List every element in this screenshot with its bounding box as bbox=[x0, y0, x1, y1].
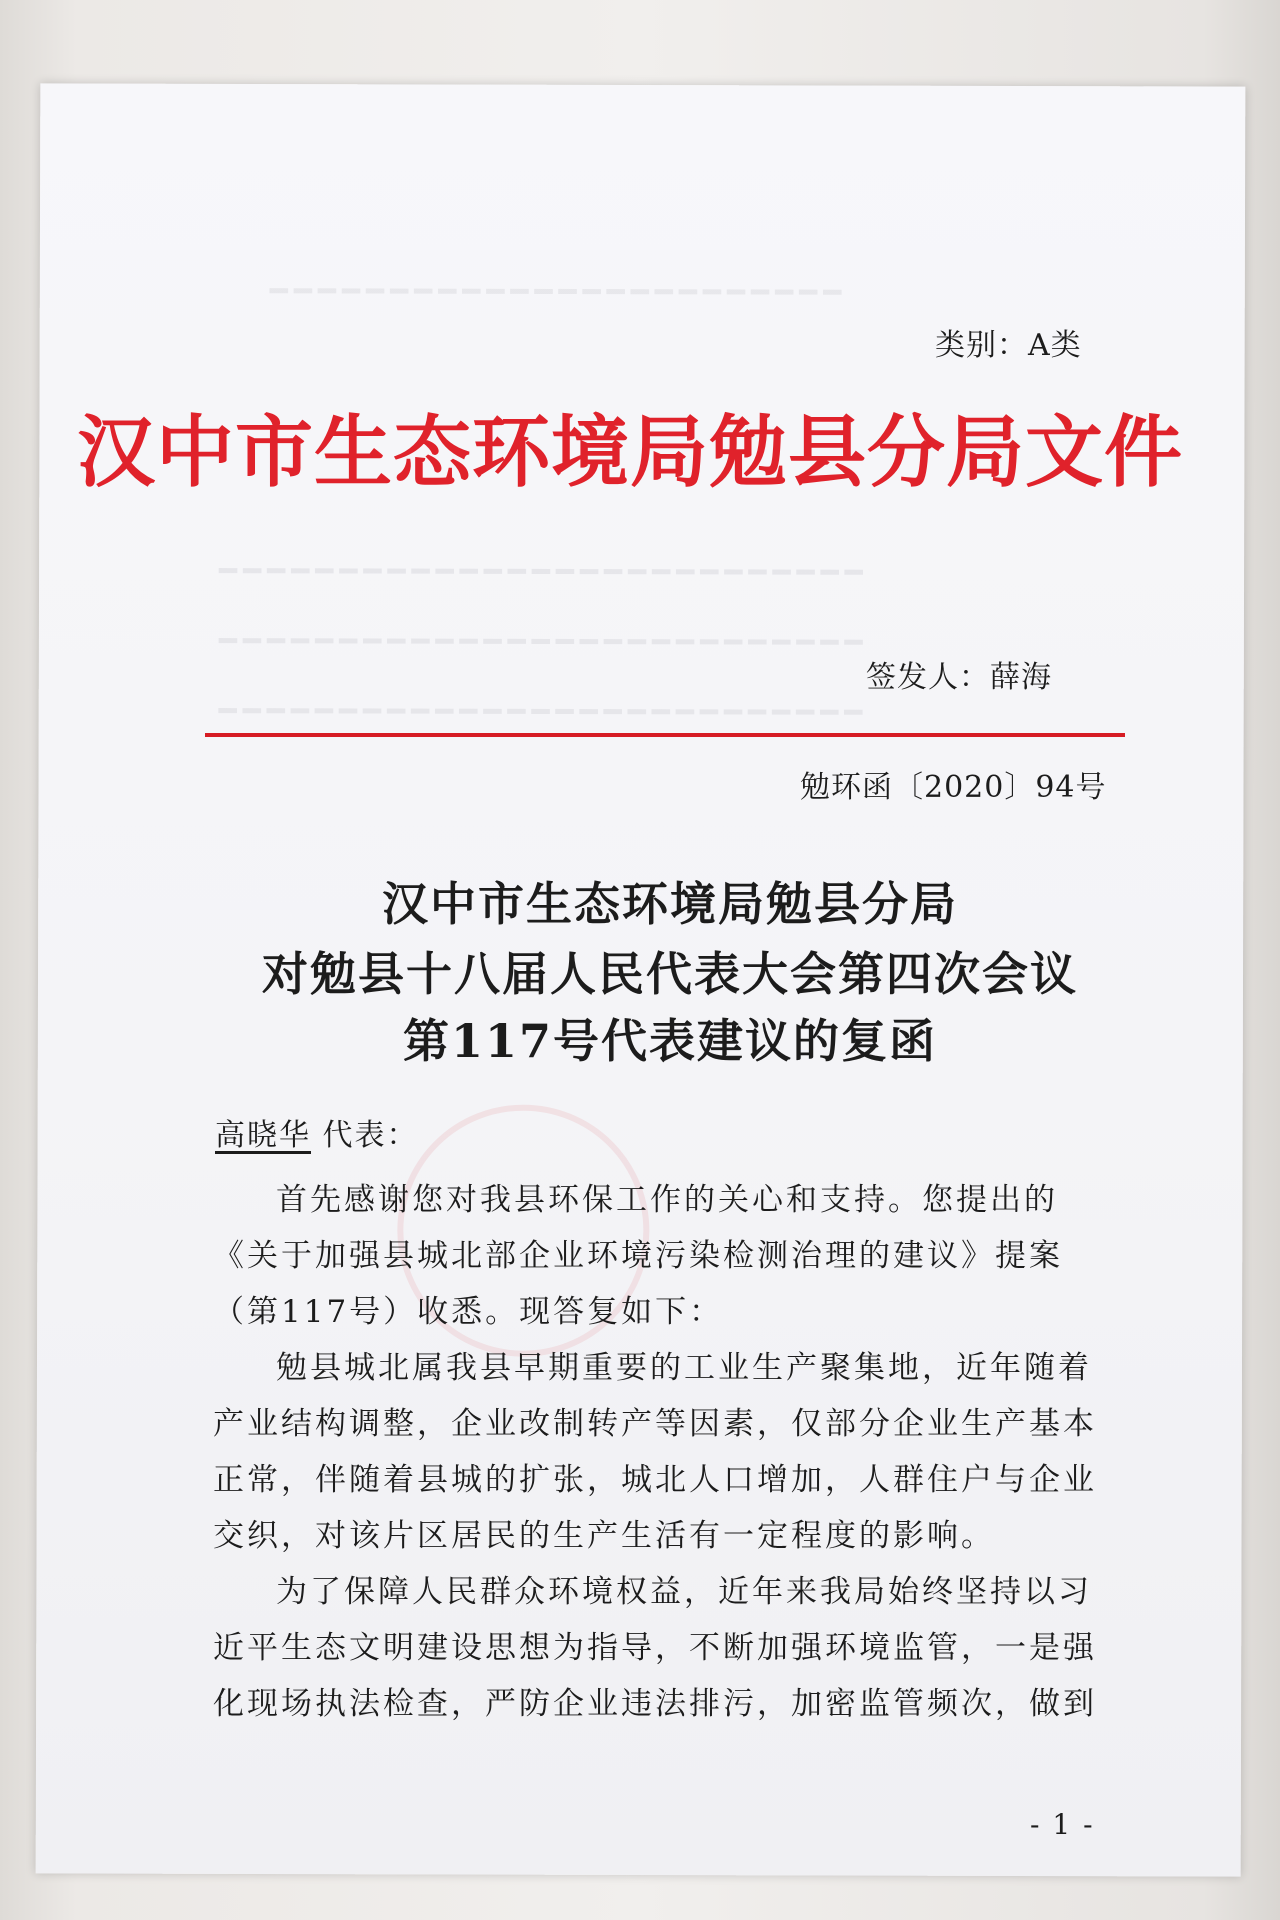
body-text-line: 交织，对该片区居民的生产生活有一定程度的影响。 bbox=[213, 1518, 995, 1554]
body-text-line: 为了保障人民群众环境权益，近年来我局始终坚持以习 bbox=[276, 1574, 1092, 1610]
body-text-line: 近平生态文明建设思想为指导，不断加强环境监管，一是强 bbox=[213, 1630, 1097, 1666]
bleed-through-text: ━━━━━━━━━━━━━━━━━━━━━━━━ bbox=[269, 274, 848, 311]
document-category: 类别：A类 bbox=[935, 328, 1082, 363]
recipient-name: 高晓华 bbox=[215, 1118, 311, 1153]
document-number: 勉环函〔2020〕94号 bbox=[800, 770, 1107, 805]
salutation bbox=[215, 1110, 419, 1154]
bleed-through-text: ━━━━━━━━━━━━━━━━━━━━━━━━━━━ bbox=[218, 623, 869, 661]
red-divider-line bbox=[205, 733, 1125, 737]
page-number: - 1 - bbox=[1030, 1808, 1095, 1841]
salutation-suffix: 代表： bbox=[322, 1118, 419, 1153]
body-text-line: 正常，伴随着县城的扩张，城北人口增加，人群住户与企业 bbox=[213, 1462, 1097, 1498]
body-text-line: （第117号）收悉。现答复如下： bbox=[213, 1294, 724, 1330]
document-title-line: 对勉县十八届人民代表大会第四次会议 bbox=[262, 947, 1078, 1001]
body-text-line: 《关于加强县城北部企业环境污染检测治理的建议》提案 bbox=[213, 1238, 1063, 1274]
body-text-line: 勉县城北属我县早期重要的工业生产聚集地，近年随着 bbox=[276, 1350, 1092, 1386]
body-text-line: 化现场执法检查，严防企业违法排污，加密监管频次，做到 bbox=[213, 1686, 1097, 1722]
bleed-through-text: ━━━━━━━━━━━━━━━━━━━━━━━━━━━ bbox=[219, 553, 869, 591]
document-title-line: 汉中市生态环境局勉县分局 bbox=[382, 877, 958, 931]
issuer-signatory: 签发人：薛海 bbox=[866, 660, 1052, 695]
body-text-line: 产业结构调整，企业改制转产等因素，仅部分企业生产基本 bbox=[213, 1406, 1097, 1442]
body-text-line: 首先感谢您对我县环保工作的关心和支持。您提出的 bbox=[276, 1182, 1058, 1218]
document-title-line: 第117号代表建议的复函 bbox=[402, 1014, 938, 1068]
issuing-authority-header: 汉中市生态环境局勉县分局文件 bbox=[76, 407, 1183, 498]
bleed-through-text: ━━━━━━━━━━━━━━━━━━━━━━━━━━━ bbox=[218, 693, 869, 731]
